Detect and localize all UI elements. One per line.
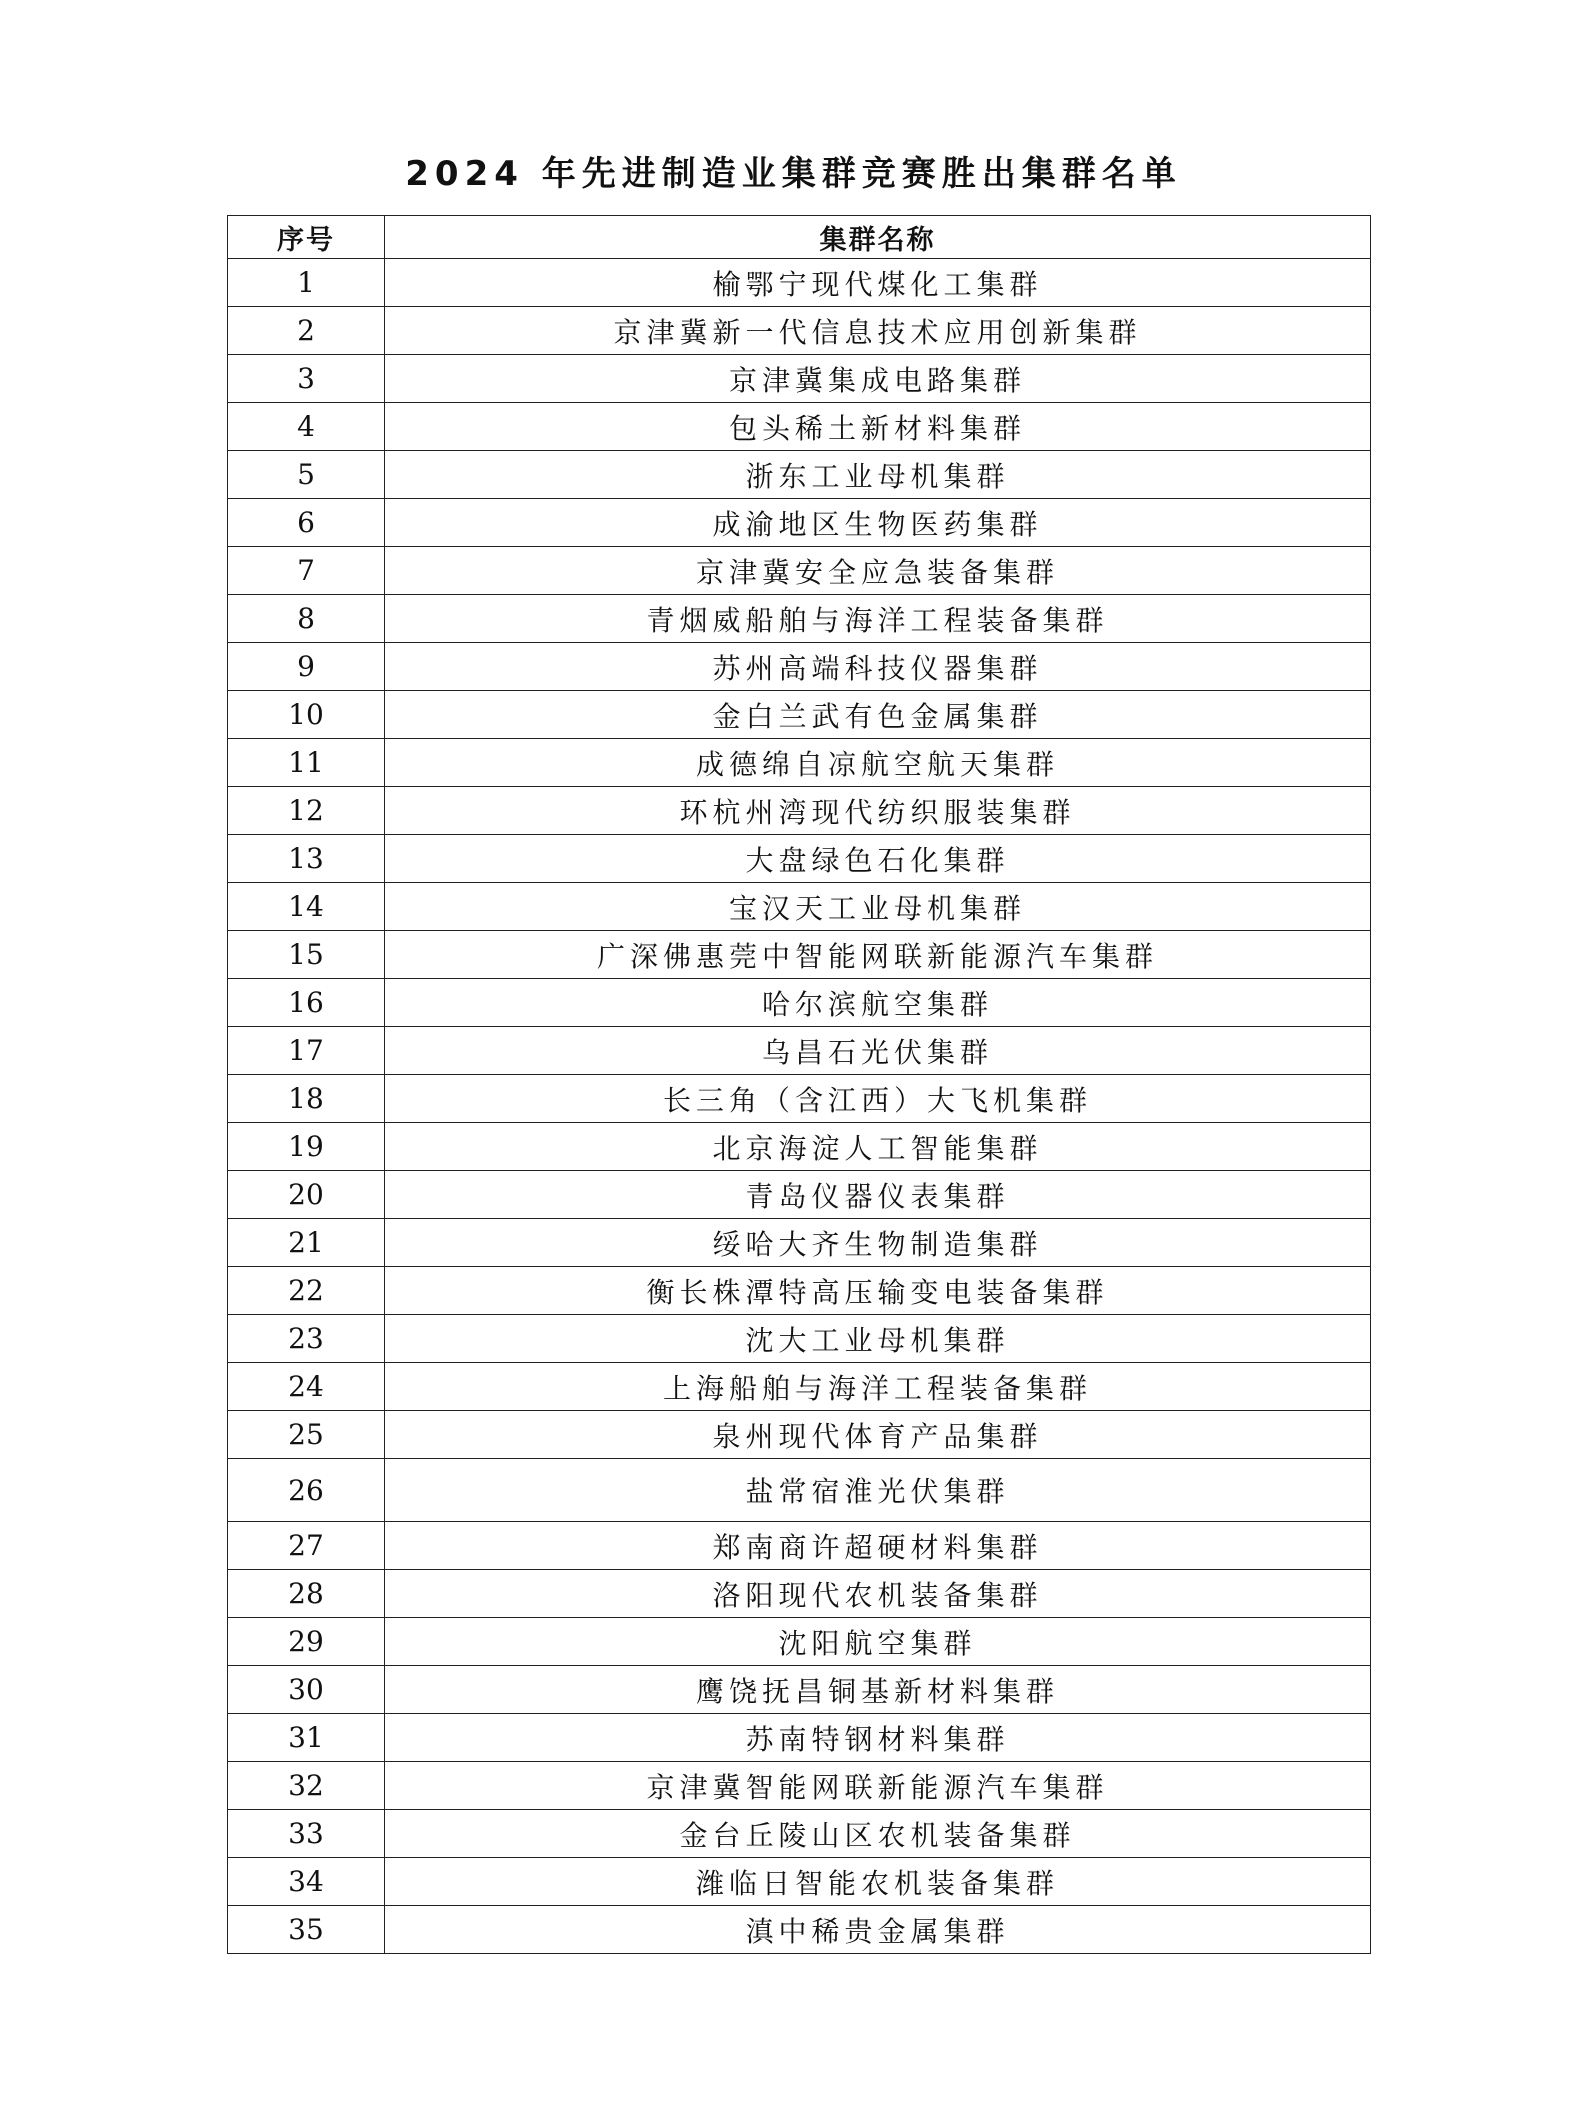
row-number: 35 [228,1906,385,1954]
table-row [228,1714,1371,1762]
cluster-name: 环杭州湾现代纺织服装集群 [385,787,1371,835]
table-row [228,595,1371,643]
row-number: 3 [228,355,385,403]
cluster-name: 沈大工业母机集群 [385,1315,1371,1363]
table-row [228,355,1371,403]
row-number: 21 [228,1219,385,1267]
column-header-cluster-name: 集群名称 [385,216,1371,259]
table-row [228,1522,1371,1570]
cluster-name: 潍临日智能农机装备集群 [385,1858,1371,1906]
cluster-name: 京津冀集成电路集群 [385,355,1371,403]
row-number: 18 [228,1075,385,1123]
table-row [228,835,1371,883]
row-number: 32 [228,1762,385,1810]
cluster-name: 京津冀新一代信息技术应用创新集群 [385,307,1371,355]
table-row [228,451,1371,499]
cluster-name: 苏南特钢材料集群 [385,1714,1371,1762]
row-number: 28 [228,1570,385,1618]
table-header-row [228,216,1371,259]
table-row [228,403,1371,451]
cluster-name: 沈阳航空集群 [385,1618,1371,1666]
cluster-name: 榆鄂宁现代煤化工集群 [385,259,1371,307]
table-row [228,1171,1371,1219]
cluster-name: 郑南商许超硬材料集群 [385,1522,1371,1570]
cluster-name: 成德绵自凉航空航天集群 [385,739,1371,787]
row-number: 9 [228,643,385,691]
cluster-table [227,215,1371,1954]
table-row [228,1459,1371,1522]
table-row [228,1906,1371,1954]
cluster-name: 上海船舶与海洋工程装备集群 [385,1363,1371,1411]
row-number: 34 [228,1858,385,1906]
row-number: 31 [228,1714,385,1762]
row-number: 33 [228,1810,385,1858]
row-number: 22 [228,1267,385,1315]
table-row [228,1315,1371,1363]
table-row [228,499,1371,547]
cluster-name: 青烟威船舶与海洋工程装备集群 [385,595,1371,643]
cluster-name: 滇中稀贵金属集群 [385,1906,1371,1954]
cluster-name: 苏州高端科技仪器集群 [385,643,1371,691]
row-number: 25 [228,1411,385,1459]
row-number: 10 [228,691,385,739]
cluster-name: 浙东工业母机集群 [385,451,1371,499]
cluster-name: 泉州现代体育产品集群 [385,1411,1371,1459]
cluster-name: 盐常宿淮光伏集群 [385,1459,1371,1522]
cluster-name: 绥哈大齐生物制造集群 [385,1219,1371,1267]
row-number: 11 [228,739,385,787]
cluster-name: 北京海淀人工智能集群 [385,1123,1371,1171]
table-row [228,739,1371,787]
cluster-name: 衡长株潭特高压输变电装备集群 [385,1267,1371,1315]
row-number: 30 [228,1666,385,1714]
table-row [228,1858,1371,1906]
table-row [228,1570,1371,1618]
cluster-name: 京津冀安全应急装备集群 [385,547,1371,595]
cluster-name: 长三角（含江西）大飞机集群 [385,1075,1371,1123]
row-number: 23 [228,1315,385,1363]
row-number: 17 [228,1027,385,1075]
table-row [228,1363,1371,1411]
table-row [228,1762,1371,1810]
cluster-name: 京津冀智能网联新能源汽车集群 [385,1762,1371,1810]
page-title: 2024 年先进制造业集群竞赛胜出集群名单 [405,154,1182,194]
table-row [228,259,1371,307]
row-number: 26 [228,1459,385,1522]
cluster-name: 乌昌石光伏集群 [385,1027,1371,1075]
row-number: 7 [228,547,385,595]
row-number: 6 [228,499,385,547]
table-row [228,883,1371,931]
cluster-name: 宝汉天工业母机集群 [385,883,1371,931]
cluster-name: 金台丘陵山区农机装备集群 [385,1810,1371,1858]
row-number: 12 [228,787,385,835]
row-number: 27 [228,1522,385,1570]
table-row [228,931,1371,979]
row-number: 15 [228,931,385,979]
cluster-name: 青岛仪器仪表集群 [385,1171,1371,1219]
table-row [228,1810,1371,1858]
cluster-name: 鹰饶抚昌铜基新材料集群 [385,1666,1371,1714]
table-row [228,1618,1371,1666]
cluster-name: 洛阳现代农机装备集群 [385,1570,1371,1618]
cluster-name: 广深佛惠莞中智能网联新能源汽车集群 [385,931,1371,979]
table-row [228,979,1371,1027]
row-number: 16 [228,979,385,1027]
cluster-name: 哈尔滨航空集群 [385,979,1371,1027]
table-row [228,1123,1371,1171]
table-row [228,787,1371,835]
cluster-name: 包头稀土新材料集群 [385,403,1371,451]
cluster-name: 成渝地区生物医药集群 [385,499,1371,547]
table-row [228,307,1371,355]
table-row [228,1267,1371,1315]
table-row [228,1411,1371,1459]
cluster-name: 大盘绿色石化集群 [385,835,1371,883]
table-row [228,643,1371,691]
table-row [228,691,1371,739]
row-number: 2 [228,307,385,355]
table-row [228,1666,1371,1714]
row-number: 8 [228,595,385,643]
cluster-name: 金白兰武有色金属集群 [385,691,1371,739]
row-number: 14 [228,883,385,931]
column-header-number: 序号 [228,216,385,259]
row-number: 19 [228,1123,385,1171]
row-number: 29 [228,1618,385,1666]
row-number: 5 [228,451,385,499]
row-number: 13 [228,835,385,883]
table-body [228,259,1371,1954]
table-row [228,1219,1371,1267]
table-row [228,547,1371,595]
row-number: 4 [228,403,385,451]
row-number: 20 [228,1171,385,1219]
row-number: 24 [228,1363,385,1411]
table-row [228,1027,1371,1075]
row-number: 1 [228,259,385,307]
table-row [228,1075,1371,1123]
